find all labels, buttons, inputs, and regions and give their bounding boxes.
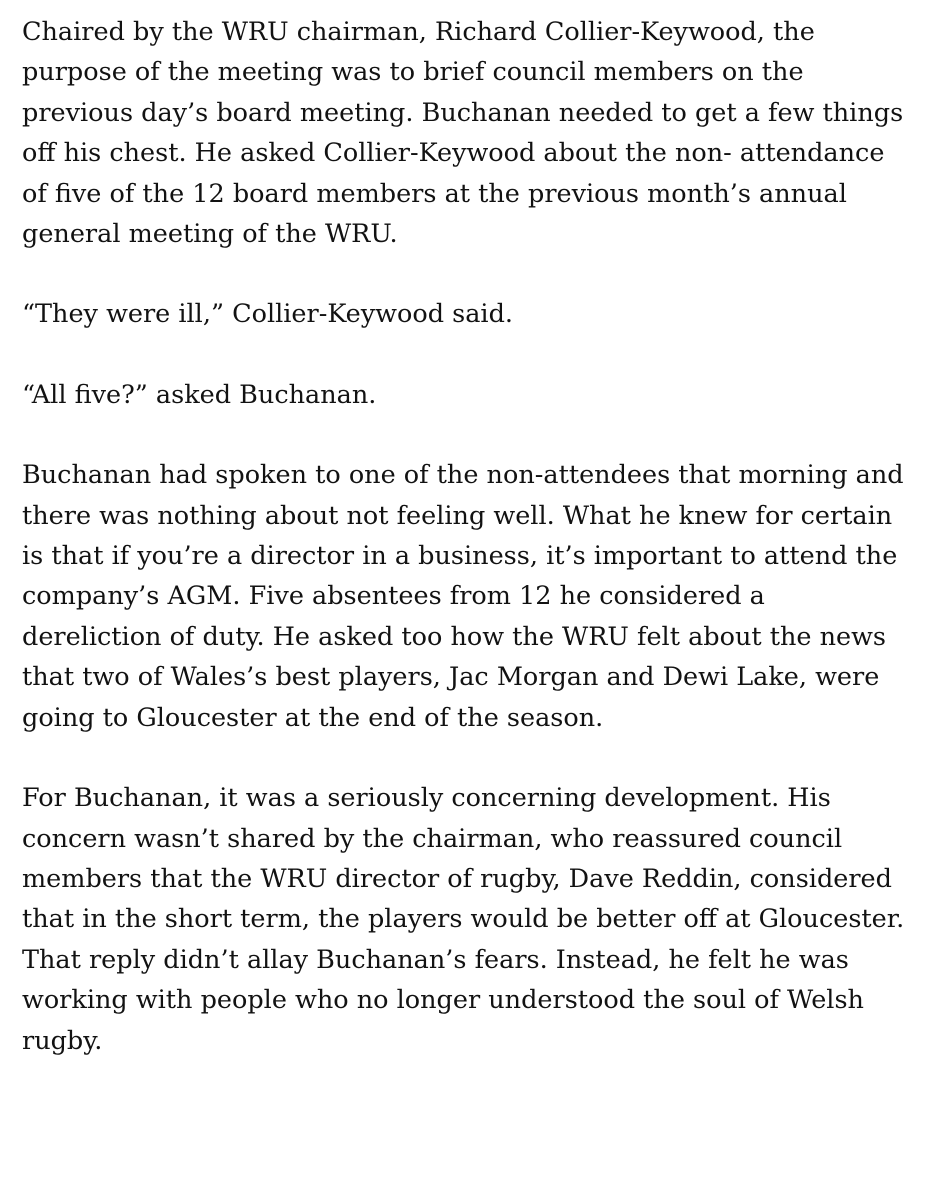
paragraph-non-attendees: Buchanan had spoken to one of the non-attendees that morning and there was nothing about not feeling well. What he knew for certain is that if you’re a director in a business, it’s important to attend the company’s AGM. Five absentees from 12 he considered a dereliction of duty. He asked too how the WRU felt about the news that two of Wales’s best players, Jac Morgan and Dewi Lake, were going to Gloucester at the end of the season.	[22, 460, 904, 733]
paragraph-concerning-development: For Buchanan, it was a seriously concerning development. His concern wasn’t shared by the chairman, who reassured council members that the WRU director of rugby, Dave Reddin, considered that in the short term, the players would be better off at Gloucester. That reply didn’t allay Buchanan’s fears. Instead, he felt he was working with people who no longer understood the soul of Welsh rugby.	[22, 783, 905, 1056]
paragraph-quote-ill: “They were ill,” Collier-Keywood said.	[22, 299, 514, 330]
paragraph-quote-all-five: “All five?” asked Buchanan.	[22, 379, 377, 410]
paragraph-meeting-briefing: Chaired by the WRU chairman, Richard Collier-Keywood, the purpose of the meeting was to brief council members on the previous day’s board meeting. Buchanan needed to get a few things off his chest. He asked Collier-Keywood about the non- attendance of five of the 12 board members at the previous month’s annual general meeting of the WRU.	[22, 17, 904, 250]
